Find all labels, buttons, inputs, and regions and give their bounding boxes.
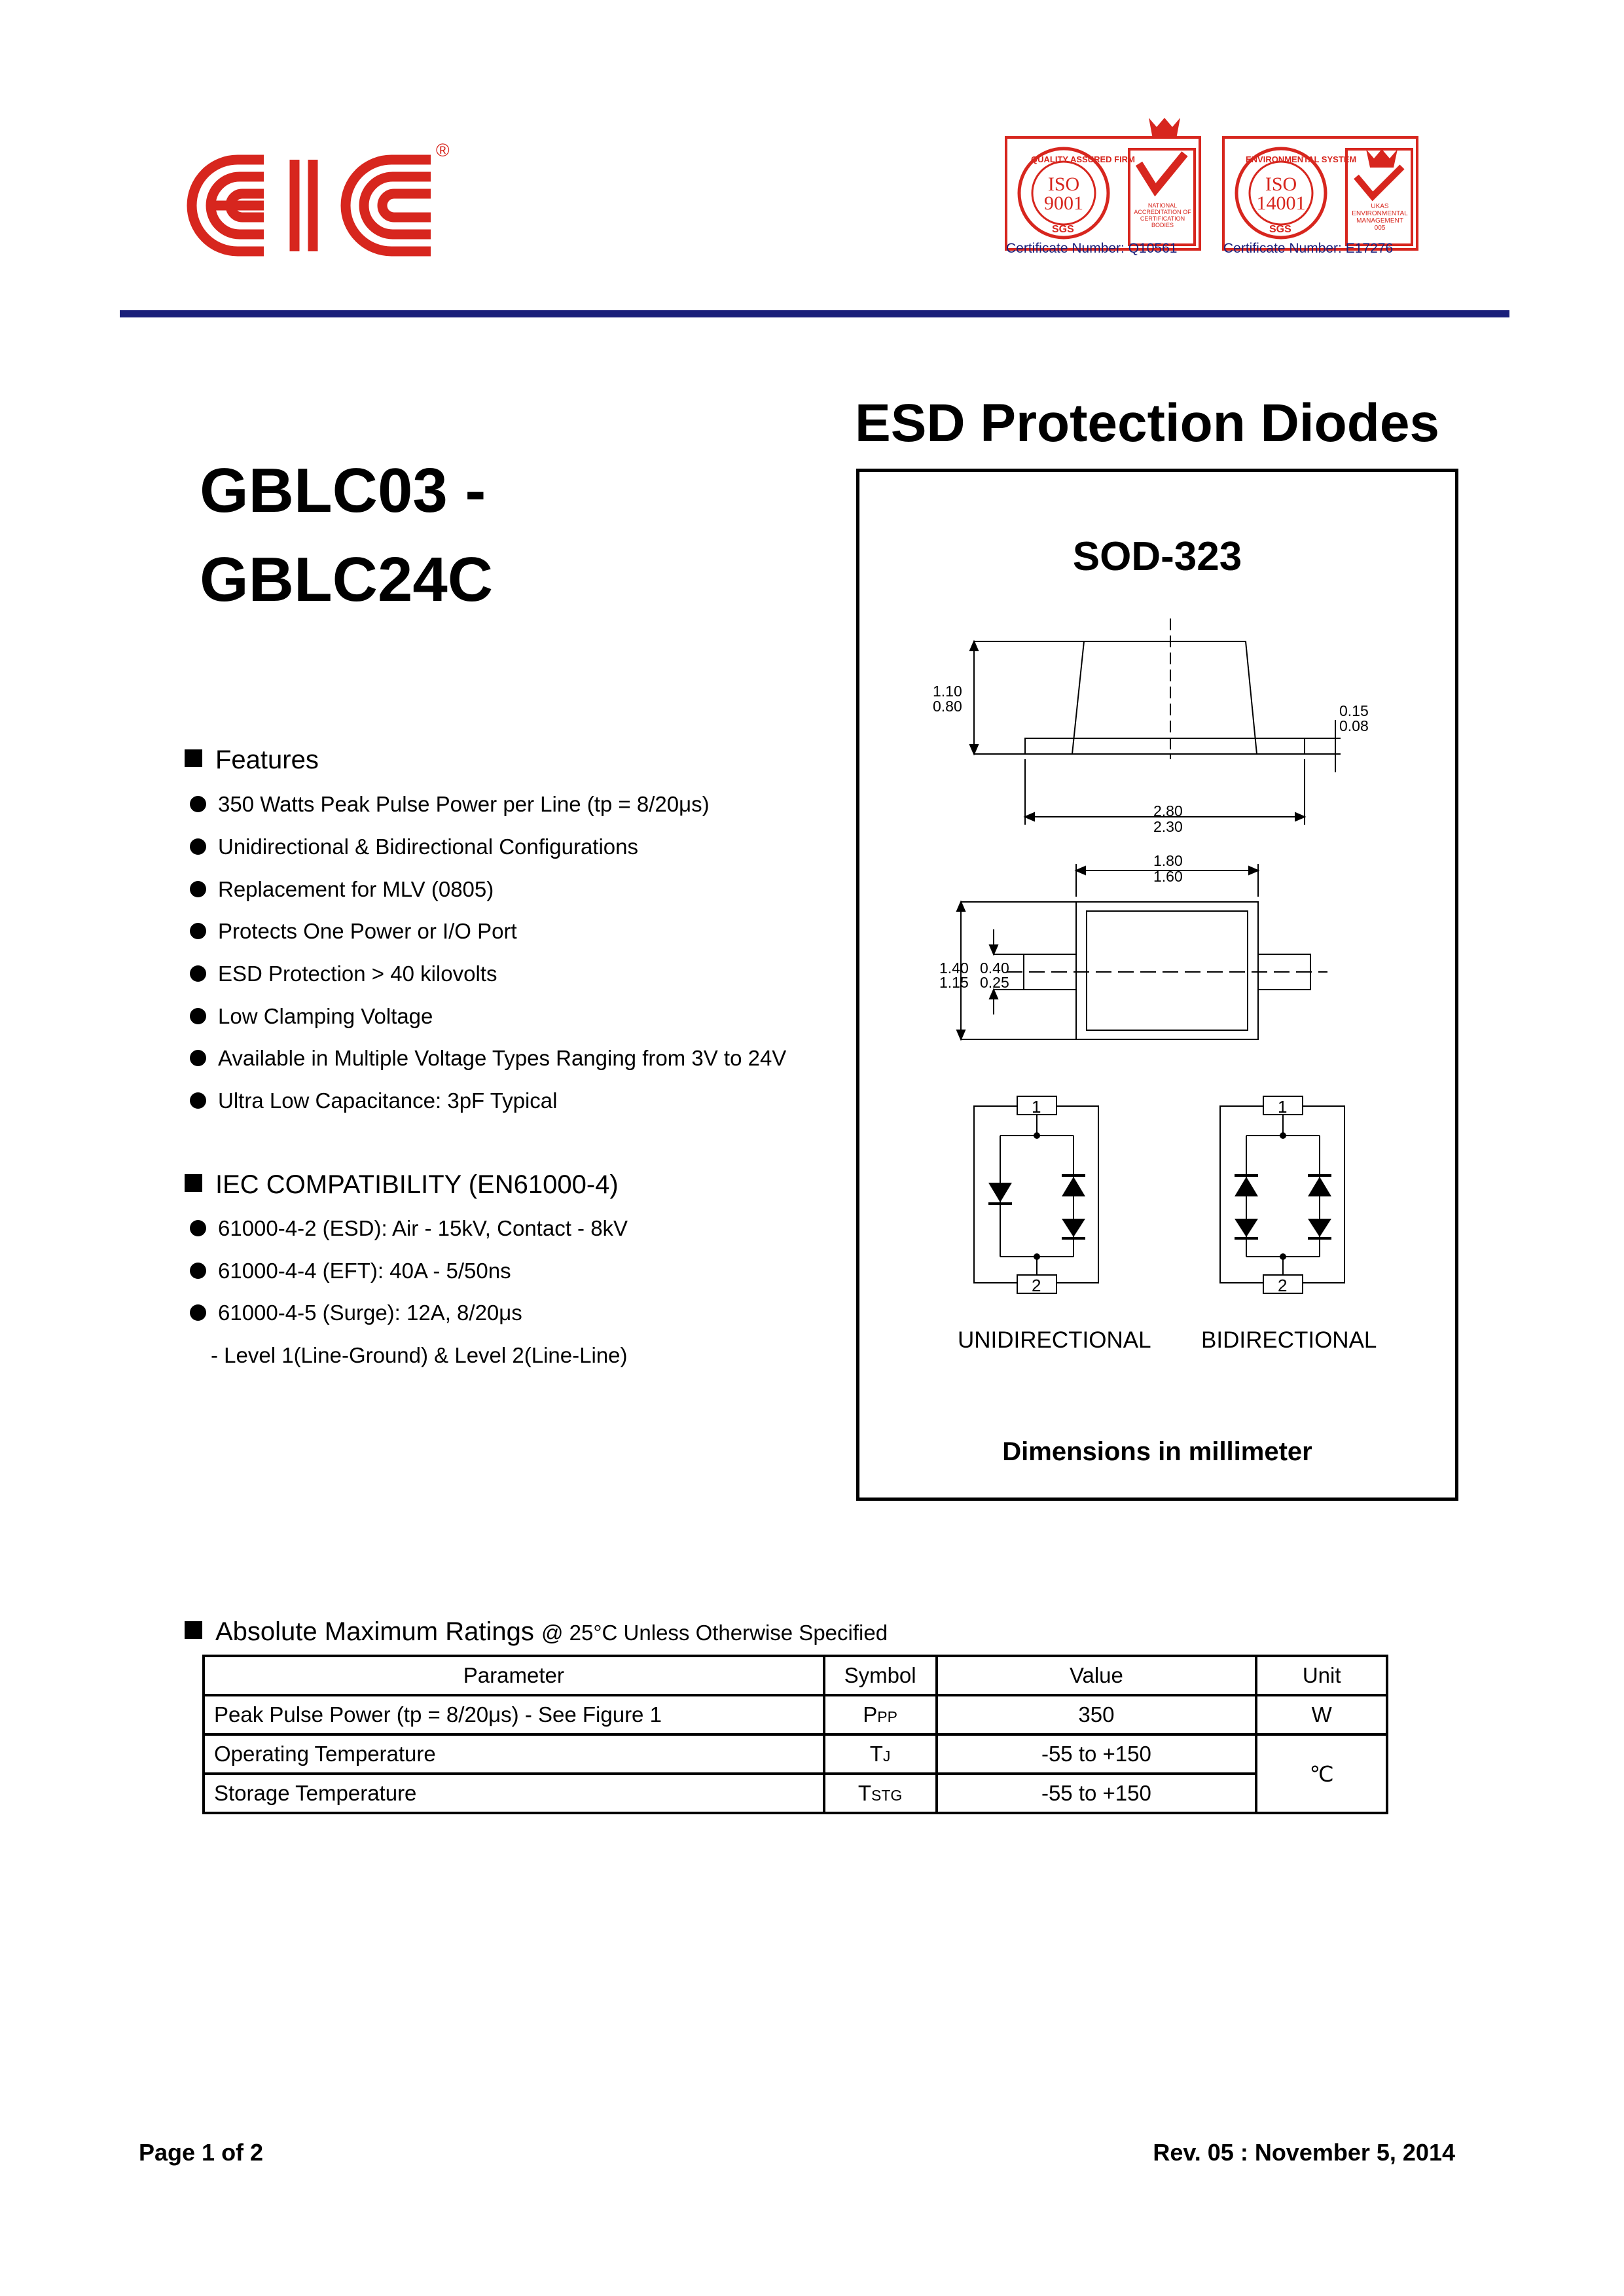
package-name: SOD-323 <box>1072 534 1242 579</box>
iec-level-note: - Level 1(Line-Ground) & Level 2(Line-Line) <box>211 1343 628 1367</box>
symbol-sub: STG <box>871 1787 903 1804</box>
bullet-icon <box>190 1220 206 1236</box>
dim-body-len-max: 1.80 <box>1153 852 1183 869</box>
iso14001-ring-text: ENVIRONMENTAL SYSTEM <box>1246 154 1357 164</box>
feature-item <box>190 878 494 900</box>
iso9001-badge-icon <box>1005 111 1201 252</box>
table-header-row <box>204 1656 1387 1695</box>
features-heading <box>185 747 319 773</box>
symbol-main: P <box>863 1702 878 1727</box>
features-heading-text: Features <box>215 745 319 774</box>
bullet-icon <box>190 838 206 855</box>
part-number-line1: GBLC03 - <box>200 456 486 526</box>
dim-height-max: 1.10 <box>933 683 962 700</box>
bullet-icon <box>190 1050 206 1066</box>
bullet-icon <box>190 1092 206 1109</box>
feature-item <box>190 963 497 984</box>
col-symbol: Symbol <box>824 1656 937 1695</box>
feature-text: ESD Protection > 40 kilovolts <box>218 961 497 986</box>
square-bullet-icon <box>185 1621 202 1639</box>
uni-pin1-label: 1 <box>1032 1097 1041 1117</box>
dim-body-w-min: 1.15 <box>939 974 969 991</box>
uni-pin2-label: 2 <box>1032 1276 1041 1295</box>
table-row <box>204 1695 1387 1734</box>
ratings-condition: @ 25°C Unless Otherwise Specified <box>541 1621 888 1645</box>
feature-text: Unidirectional & Bidirectional Configurations <box>218 834 639 859</box>
symbol-sub: PP <box>877 1708 897 1725</box>
top-view-body <box>1076 902 1258 1039</box>
iso9001-registrar: SGS <box>1052 224 1074 235</box>
cell-symbol <box>824 1734 937 1774</box>
cell-symbol <box>824 1695 937 1734</box>
dim-body-len-min: 1.60 <box>1153 868 1183 885</box>
dim-total-len-min: 2.30 <box>1153 818 1183 835</box>
feature-text: Ultra Low Capacitance: 3pF Typical <box>218 1088 558 1113</box>
feature-item <box>190 1090 557 1111</box>
iec-text: 61000-4-4 (EFT): 40A - 5/50ns <box>218 1259 511 1283</box>
cell-parameter: Operating Temperature <box>204 1734 824 1774</box>
bullet-icon <box>190 965 206 982</box>
symbol-main: T <box>869 1742 883 1766</box>
iec-item <box>190 1260 511 1282</box>
iso9001-certificate-number: Certificate Number: Q10561 <box>1006 241 1178 256</box>
feature-item <box>190 836 638 857</box>
col-value: Value <box>937 1656 1257 1695</box>
feature-text: Protects One Power or I/O Port <box>218 919 517 943</box>
dim-total-len-max: 2.80 <box>1153 802 1183 819</box>
side-view-body <box>1072 641 1257 754</box>
ratings-heading-text: Absolute Maximum Ratings <box>215 1617 534 1646</box>
iso9001-side-text: NATIONAL ACCREDITATION OF CERTIFICATION BODIES <box>1134 202 1191 228</box>
ratings-table <box>202 1655 1388 1814</box>
iso14001-cert <box>1222 111 1418 256</box>
cell-unit: W <box>1256 1695 1387 1734</box>
bullet-icon <box>190 923 206 939</box>
cell-parameter: Storage Temperature <box>204 1774 824 1813</box>
iec-item <box>190 1302 522 1323</box>
bullet-icon <box>190 1263 206 1279</box>
table-row <box>204 1774 1387 1813</box>
dim-height-min: 0.80 <box>933 698 962 715</box>
eic-logo-mark <box>182 140 463 271</box>
dimensions-note: Dimensions in millimeter <box>1002 1437 1312 1466</box>
cell-parameter: Peak Pulse Power (tp = 8/20μs) - See Figure 1 <box>204 1695 824 1734</box>
cell-value: -55 to +150 <box>937 1734 1257 1774</box>
revision-date: Rev. 05 : November 5, 2014 <box>1153 2139 1455 2166</box>
diode-symbols <box>988 1132 1331 1260</box>
part-number-line2: GBLC24C <box>200 545 494 615</box>
bullet-icon <box>190 796 206 812</box>
feature-text: Replacement for MLV (0805) <box>218 877 494 901</box>
feature-text: 350 Watts Peak Pulse Power per Line (tp = 8/20μs) <box>218 792 710 816</box>
dim-lead-w-max: 0.40 <box>980 960 1009 977</box>
registered-mark: ® <box>436 140 450 160</box>
dim-body-w-max: 1.40 <box>939 960 969 977</box>
table-row <box>204 1734 1387 1774</box>
iso14001-registrar: SGS <box>1269 224 1291 235</box>
cell-value: 350 <box>937 1695 1257 1734</box>
iso9001-badge-text: ISO 9001 <box>1044 173 1083 214</box>
iec-text: 61000-4-5 (Surge): 12A, 8/20μs <box>218 1300 522 1325</box>
iec-heading-text: IEC COMPATIBILITY (EN61000-4) <box>215 1170 619 1199</box>
bidirectional-label: BIDIRECTIONAL <box>1201 1327 1377 1353</box>
symbol-main: T <box>857 1781 872 1805</box>
cell-value: -55 to +150 <box>937 1774 1257 1813</box>
square-bullet-icon <box>185 1174 202 1192</box>
iec-text: 61000-4-2 (ESD): Air - 15kV, Contact - 8kV <box>218 1216 628 1240</box>
header-rule <box>120 310 1509 317</box>
symbol-sub: J <box>882 1748 891 1765</box>
page-number: Page 1 of 2 <box>139 2139 264 2166</box>
feature-item <box>190 1047 786 1069</box>
bullet-icon <box>190 1304 206 1321</box>
bi-pin2-label: 2 <box>1278 1276 1288 1295</box>
dim-lead-thk-min: 0.08 <box>1339 717 1369 734</box>
iso14001-badge-text: ISO 14001 <box>1256 173 1306 214</box>
dim-lead-thk-max: 0.15 <box>1339 702 1369 719</box>
iso9001-ring-text: QUALITY ASSURED FIRM <box>1031 154 1135 164</box>
square-bullet-icon <box>185 749 202 767</box>
dim-lead-w-min: 0.25 <box>980 974 1009 991</box>
unidirectional-label: UNIDIRECTIONAL <box>958 1327 1151 1353</box>
feature-text: Available in Multiple Voltage Types Ranging from 3V to 24V <box>218 1046 787 1070</box>
side-view-leads <box>1025 738 1305 754</box>
iec-item <box>190 1217 628 1239</box>
bullet-icon <box>190 881 206 897</box>
ratings-heading <box>185 1619 888 1645</box>
iso14001-certificate-number: Certificate Number: E17276 <box>1223 241 1394 256</box>
document-title: ESD Protection Diodes <box>855 393 1440 453</box>
cell-unit: ℃ <box>1256 1734 1387 1813</box>
feature-item <box>190 1005 433 1027</box>
iso9001-cert <box>1005 111 1201 256</box>
iec-heading <box>185 1172 619 1198</box>
feature-item <box>190 793 710 815</box>
eic-logo <box>182 140 463 271</box>
col-unit: Unit <box>1256 1656 1387 1695</box>
feature-item <box>190 920 517 942</box>
feature-text: Low Clamping Voltage <box>218 1004 433 1028</box>
iso14001-side-text: UKAS ENVIRONMENTAL MANAGEMENT 005 <box>1352 203 1408 232</box>
col-parameter: Parameter <box>204 1656 824 1695</box>
bullet-icon <box>190 1008 206 1024</box>
cell-symbol <box>824 1774 937 1813</box>
bi-pin1-label: 1 <box>1278 1097 1288 1117</box>
